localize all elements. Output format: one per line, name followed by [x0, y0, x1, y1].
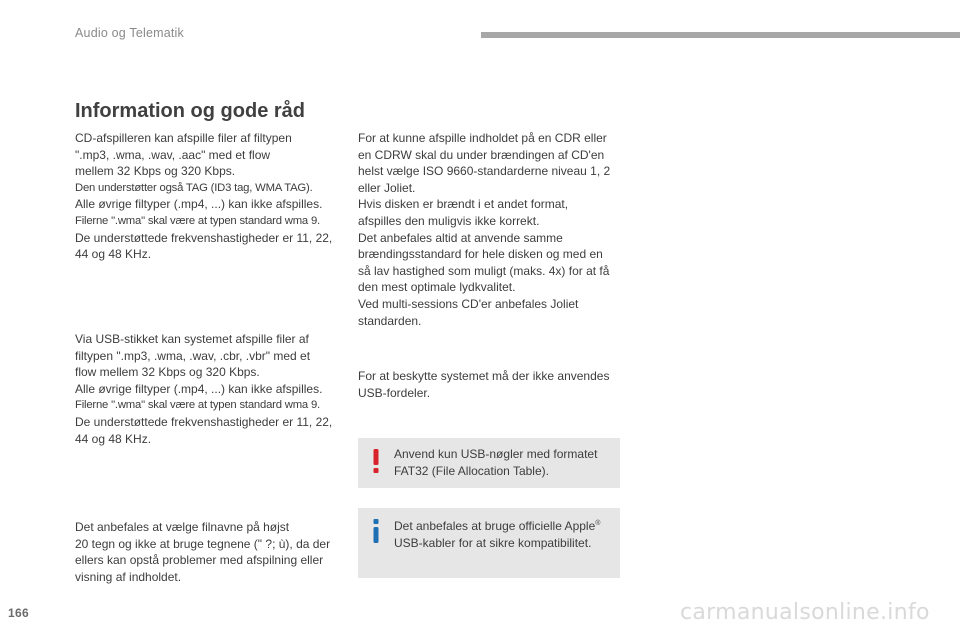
text-line: brændingsstandard for hele disken og med en	[358, 247, 603, 262]
text-line: Anvend kun USB-nøgler med formatet	[394, 447, 598, 461]
text-line: 44 og 48 KHz.	[75, 431, 152, 446]
text-line: De understøttede frekvenshastigheder er 11, 22,	[75, 230, 333, 245]
cdr-burning-paragraph	[358, 130, 623, 329]
text-line: For at beskytte systemet må der ikke anvendes	[358, 369, 610, 383]
text-line: Via USB-stikket kan systemet afspille filer af	[75, 332, 309, 346]
info-line-1: Det anbefales at bruge officielle Apple	[394, 519, 596, 533]
section-header-title: Audio og Telematik	[75, 26, 184, 40]
info-notice-box	[358, 508, 620, 578]
text-line: Filerne ".wma" skal være at typen standard wma 9.	[75, 214, 320, 227]
cd-playback-paragraph	[75, 130, 345, 263]
text-line: Alle øvrige filtyper (.mp4, ...) kan ikke afspilles.	[75, 197, 323, 212]
page-title: Information og gode råd	[75, 100, 305, 122]
text-line: Hvis disken er brændt i et andet format,	[358, 197, 569, 212]
usb-playback-paragraph	[75, 331, 345, 447]
text-line: så lav hastighed som muligt (maks. 4x) for at få	[358, 263, 610, 278]
exclamation-icon	[368, 448, 384, 474]
text-line: Det anbefales altid at anvende samme	[358, 230, 563, 245]
warning-notice-text	[394, 446, 614, 479]
info-notice-text	[394, 516, 614, 551]
registered-mark: ®	[595, 520, 601, 527]
text-line: standarden.	[358, 313, 422, 328]
text-line: For at kunne afspille indholdet på en CDR eller	[358, 131, 607, 145]
text-line: Alle øvrige filtyper (.mp4, ...) kan ikke afspilles.	[75, 381, 323, 396]
text-line: Filerne ".wma" skal være at typen standard wma 9.	[75, 399, 320, 412]
info-icon	[368, 518, 384, 544]
text-line: 44 og 48 KHz.	[75, 247, 152, 262]
header-divider-bar	[481, 32, 960, 38]
text-line: 20 tegn og ikke at bruge tegnene (" ?; ù), da der	[75, 536, 331, 551]
text-line: helst vælge ISO 9660-standarderne niveau 1, 2	[358, 164, 611, 179]
watermark: carmanualsonline.info	[680, 600, 930, 625]
text-line: CD-afspilleren kan afspille filer af filtypen	[75, 131, 292, 145]
text-line: USB-kabler for at sikre kompatibilitet.	[394, 535, 592, 550]
text-line: FAT32 (File Allocation Table).	[394, 463, 549, 478]
text-line: mellem 32 Kbps og 320 Kbps.	[75, 164, 236, 179]
warning-notice-box	[358, 438, 620, 488]
text-line: eller Joliet.	[358, 180, 416, 195]
text-line: Det anbefales at vælge filnavne på højst	[75, 520, 290, 534]
text-line: visning af indholdet.	[75, 569, 182, 584]
page-number: 166	[8, 606, 29, 620]
text-line: USB-fordeler.	[358, 385, 431, 400]
text-line: ".mp3, .wma, .wav, .aac" med et flow	[75, 147, 271, 162]
filename-advice-paragraph	[75, 519, 345, 585]
text-line: Ved multi-sessions CD'er anbefales Joliet	[358, 296, 579, 311]
text-line: en CDRW skal du under brændingen af CD'en	[358, 147, 605, 162]
text-line	[394, 516, 614, 535]
text-line: Den understøtter også TAG (ID3 tag, WMA TAG).	[75, 181, 313, 194]
usb-hub-warning-paragraph	[358, 368, 623, 401]
text-line: filtypen ".mp3, .wma, .wav, .cbr, .vbr" med et	[75, 348, 311, 363]
text-line: flow mellem 32 Kbps og 320 Kbps.	[75, 365, 260, 380]
text-line: ellers kan opstå problemer med afspilning eller	[75, 553, 324, 568]
text-line: afspilles den muligvis ikke korrekt.	[358, 213, 540, 228]
text-line: De understøttede frekvenshastigheder er 11, 22,	[75, 414, 333, 429]
text-line: den mest optimale lydkvalitet.	[358, 280, 516, 295]
